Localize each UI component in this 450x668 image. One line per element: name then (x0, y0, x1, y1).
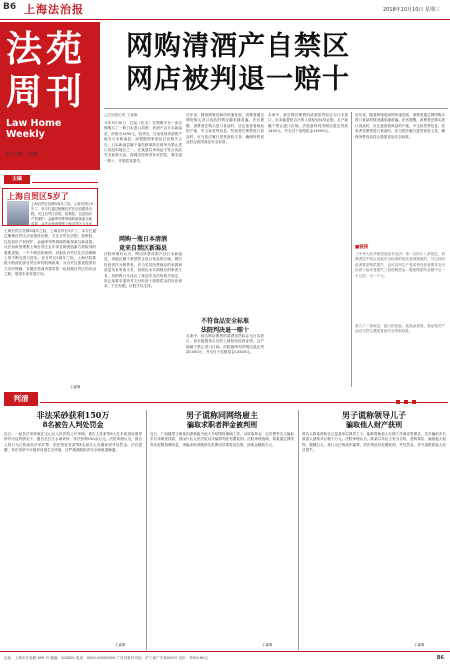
column-divider (146, 410, 147, 650)
newspaper-name: 上海法治报 (24, 3, 84, 16)
host-intro: 上海自贸区挂牌5周年之际，上海自贸区5岁了，本专栏通过梳理自贸区法治建设历程，关注自贸区法院、检察院，以及知识产权保护、金融审判等领域的新探索与新成果，从法治角度观察上海自贸区五年来 (31, 202, 93, 225)
footer-text: 社址：上海市长寿路 899 号 邮编：200000 电话：0000-00000000 广告经营许可证：沪工商广字第000号 定价：每份0.80元 (4, 656, 208, 660)
bottom-article-1-headline: 非法采砂获利150万 8名被告人判处罚金 (36, 410, 110, 429)
lead-col-2: 法院审理后认为，网店所售清酒产自日本新潟县，该地区属于我国禁止进口食品的区域，网店经营者作为销售者，应当对其所售商品的来源和质量负有审查义务，但网店未尽到相应的审查义务，其销售行为违反了食品安全法的相关规定，故汪某要求退货并支付价款十倍赔偿金的诉讼请求，于法有据，法院予以支持。 (104, 252, 182, 289)
lead-headline: 网购清酒产自禁区 网店被判退一赔十 (126, 31, 350, 95)
host-author: 王睿卿 (70, 385, 81, 389)
bottom-article-3-headline: 男子谎称领导儿子 骗取他人财产获刑 (342, 410, 406, 429)
page-header (0, 0, 450, 20)
link-notes-title: ■链接 (355, 245, 369, 250)
bottom-article-2-headline: 男子谎称同网络雇主 骗取求职者押金被判刑 (186, 410, 258, 429)
link-note-1: 《中华人民共和国食品安全法》第一百四十八条规定，消费者因不符合食品安全标准的食品受到损害的，可以向经营者要求赔偿损失，也可以向生产者或者经营者要求支付价款十倍或者损失三倍的赔偿金；增加赔偿的金额不足一千元的，为一千元。 (355, 252, 445, 278)
author-photo (7, 201, 29, 225)
section-masthead (0, 22, 100, 170)
footer-rule (0, 651, 450, 652)
host-body: 上海自贸区挂牌5周年之际，上海自贸区5岁了，本专栏通过梳理自贸区法治建设历程，关注自贸区法院、检察院，以及知识产权保护、金融审判等领域的新探索与新成果，从法治角度观察上海自贸区五年来在制度创新方面取得的重要进展。一个个鲜活的案例，折射出自贸区在法治保障上的不断完善与进步。在自贸区5周年之际，上海法院系统不断深化涉自贸区审判机制改革，为自贸区建设提供有力司法保障。本期法苑周刊将带您一起回顾自贸区的法治之路，展望未来发展方向。 (4, 229, 96, 277)
chief-editor: 本刊主编：王睿卿 (6, 151, 38, 156)
lead-byline: □法治报记者 王睿卿 (104, 113, 138, 117)
link-note-2: 第九十二条规定，进口的食品、食品添加剂、食品相关产品应当符合我国食品安全国家标准。 (355, 324, 445, 334)
bottom-article-3-author: 王睿卿 (414, 643, 425, 647)
decor-square (404, 400, 408, 404)
bottom-article-2-body: 近日，广西籍男子黄某因谎称能为他人介绍网络兼职工作，以收取押金、会员费等名义骗取多名求职者钱款，被闵行区人民法院以诈骗罪判处有期徒刑。法院审理查明，黄某通过网络发布虚假招聘信息，诱骗求职者缴纳各类费用后即将其拉黑，涉案金额数万元。 (150, 432, 294, 447)
lead-subhead-1: 网购一瓶日本清酒 竟来自禁区新潟县 (118, 236, 167, 252)
lead-col-1: 今年5月30日，汪某（化名）在网购平台一家店铺购买了一瓶日本进口清酒，该酒产自日本新潟县，价格为1450元。收货后，汪某发现该酒的产地为日本新潟县，而根据国家质检总局相关公告，日本新潟县属于福岛核事故后被列为禁止进口食品的地区之一，汪某遂以该商品不符合食品安全标准为由，将网店经营者诉至法院，要求退一赔十，并赔偿其损失。 (104, 121, 182, 163)
lead-subhead-2: 不符食品安全标准 法院判决退一赔十 (200, 318, 249, 334)
decor-square (412, 400, 416, 404)
host-column-header (4, 175, 96, 186)
bottom-article-1-body: 近日，一起非法采砂案在宝山区人民法院公开审理。被告人张某等8人在未取得河道采砂许可证的情况下，擅自在长江水域采砂，非法获利150余万元。法院审理认为，被告人的行为已构成非法采矿罪，依法判处张某等8名被告人有期徒刑并处罚金。法官提醒，非法采砂不仅破坏河道生态环境，还严重威胁防洪安全和航道畅通。 (4, 432, 142, 453)
bottom-article-1-author: 王睿卿 (115, 643, 126, 647)
host-box-title: 上海自贸区5岁了 (7, 192, 69, 201)
right-col-text: 近年来，随着跨境电商的快速发展，消费者通过网络购买进口食品的情况越来越普遍。法官提醒，消费者在购买进口食品时，应注意查看商品的产地、中文标签等信息；经营者在销售进口食品时，应当依法履行进货查验义务，确保所售食品符合我国食品安全标准。 (355, 113, 445, 139)
host-box (2, 188, 98, 226)
column-divider (351, 112, 352, 387)
lead-col-3b: 本案中，被告网店销售的清酒虽然标注为日本进口，但未能提供合法的入境检验检疫证明，且产地属于禁止进口区域。法院最终判决网店退还货款1450元，并支付十倍赔偿金14500元。 (186, 334, 264, 355)
page-footer (0, 653, 450, 667)
section-label: 判清 (4, 392, 38, 406)
bottom-article-3-body: 被告人陈某谎称自己是某单位领导之子，能够帮助他人办理工作调动等事宜，先后骗取多名被害人财物共计数十万元。法院审理认为，陈某以非法占有为目的，虚构事实，骗取他人财物，数额巨大，其行为已构成诈骗罪，依法判处其有期徒刑，并处罚金，责令退赔被害人经济损失。 (302, 432, 446, 453)
column-divider (298, 410, 299, 650)
issue-date: 2018年10月10日 星期三 (382, 7, 440, 13)
host-label: 主编 (4, 175, 30, 184)
masthead-title: 法苑周刊 (6, 28, 87, 113)
lead-col-3: 近年来，随着跨境电商的快速发展，消费者通过网络购买进口食品的情况越来越普遍。法官提醒，消费者在购买进口食品时，应注意查看商品的产地、中文标签等信息；经营者在销售进口食品时，应当依法履行进货查验义务，确保所售食品符合我国食品安全标准。 (186, 113, 264, 145)
footer-page-number: B6 (436, 655, 444, 661)
header-rule (0, 19, 450, 20)
decor-square (396, 400, 400, 404)
masthead-english-title: Law Home Weekly (6, 118, 62, 140)
headline-rule (104, 108, 448, 109)
page-number: B6 (3, 2, 17, 12)
lead-col-4: 本案中，被告网店销售的清酒虽然标注为日本进口，但未能提供合法的入境检验检疫证明，且产地属于禁止进口区域。法院最终判决网店退还货款1450元，并支付十倍赔偿金14500元。 (268, 113, 348, 134)
bottom-article-2-author: 王睿卿 (262, 643, 273, 647)
section-bar (0, 392, 450, 406)
